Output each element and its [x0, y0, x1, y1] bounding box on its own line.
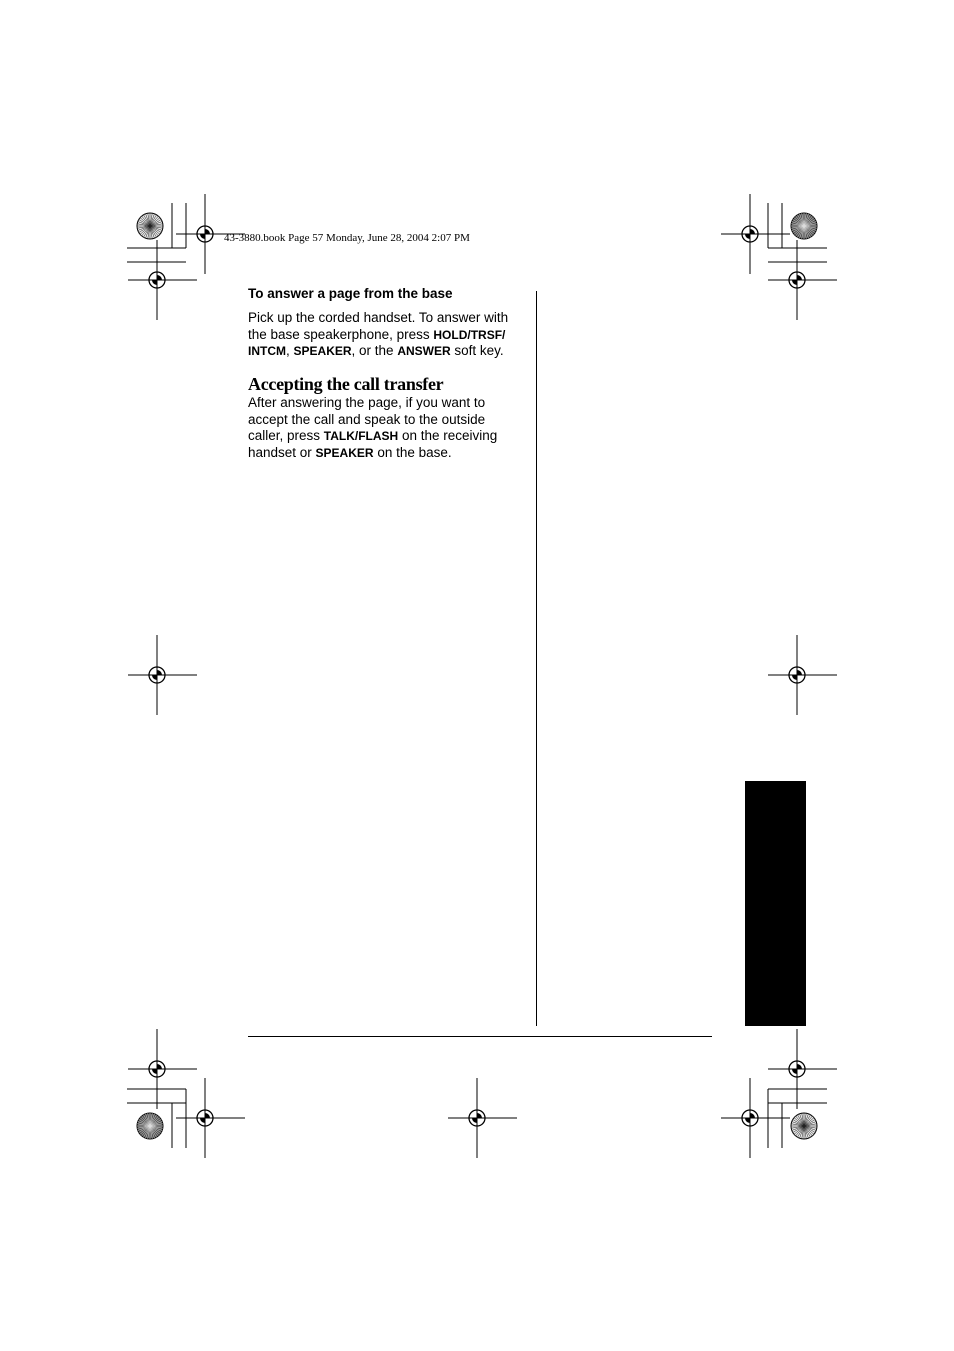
separator: , or the: [351, 343, 398, 358]
registration-quadrant: [797, 1064, 802, 1069]
answer-tail: soft key.: [450, 343, 504, 358]
registration-quadrant: [152, 675, 157, 680]
registration-quadrant: [792, 675, 797, 680]
registration-quadrant: [745, 234, 750, 239]
registration-quadrant: [200, 1118, 205, 1123]
answer-line-2: the base speakerphone, press: [248, 326, 434, 342]
registration-quadrant: [152, 1069, 157, 1074]
transfer-line-4-tail: on the base.: [373, 444, 452, 460]
registration-quadrant: [205, 1113, 210, 1118]
transfer-line-3: caller, press: [248, 428, 324, 443]
transfer-line-1: After answering the page, if you want to: [248, 395, 486, 410]
answer-instructions: [248, 310, 530, 360]
transfer-line-4: handset or: [248, 444, 316, 460]
column-divider: [536, 291, 537, 1026]
registration-quadrant: [750, 1113, 755, 1118]
key-talk-flash: TALK/FLASH: [323, 429, 399, 443]
registration-quadrant: [792, 1069, 797, 1074]
registration-quadrant: [200, 234, 205, 239]
registration-quadrant: [472, 1118, 477, 1123]
subsection-heading: To answer a page from the base: [248, 286, 453, 301]
key-intcm: INTCM: [248, 344, 286, 358]
transfer-line-2: accept the call and speak to the outside: [248, 411, 486, 427]
transfer-instructions: [248, 395, 530, 461]
registration-quadrant: [797, 275, 802, 280]
key-hold-trsf: HOLD/TRSF/: [433, 327, 506, 342]
key-speaker: SPEAKER: [293, 344, 352, 358]
chapter-thumb-tab: [745, 781, 806, 1026]
key-speaker: SPEAKER: [315, 445, 374, 460]
book-header-slug: 43-3880.book Page 57 Monday, June 28, 2004 2:07 PM: [224, 232, 470, 244]
footer-rule: [248, 1036, 712, 1037]
registration-quadrant: [792, 280, 797, 285]
key-answer: ANSWER: [397, 344, 451, 358]
registration-quadrant: [745, 1118, 750, 1123]
answer-line-1: Pick up the corded handset. To answer with: [248, 310, 509, 325]
registration-quadrant: [157, 670, 162, 675]
registration-quadrant: [477, 1113, 482, 1118]
transfer-line-3-tail: on the receiving: [398, 428, 498, 443]
separator: ,: [286, 343, 294, 358]
registration-quadrant: [152, 280, 157, 285]
registration-quadrant: [797, 670, 802, 675]
registration-quadrant: [750, 229, 755, 234]
registration-quadrant: [157, 275, 162, 280]
registration-quadrant: [205, 229, 210, 234]
section-heading: Accepting the call transfer: [248, 374, 444, 394]
registration-quadrant: [157, 1064, 162, 1069]
